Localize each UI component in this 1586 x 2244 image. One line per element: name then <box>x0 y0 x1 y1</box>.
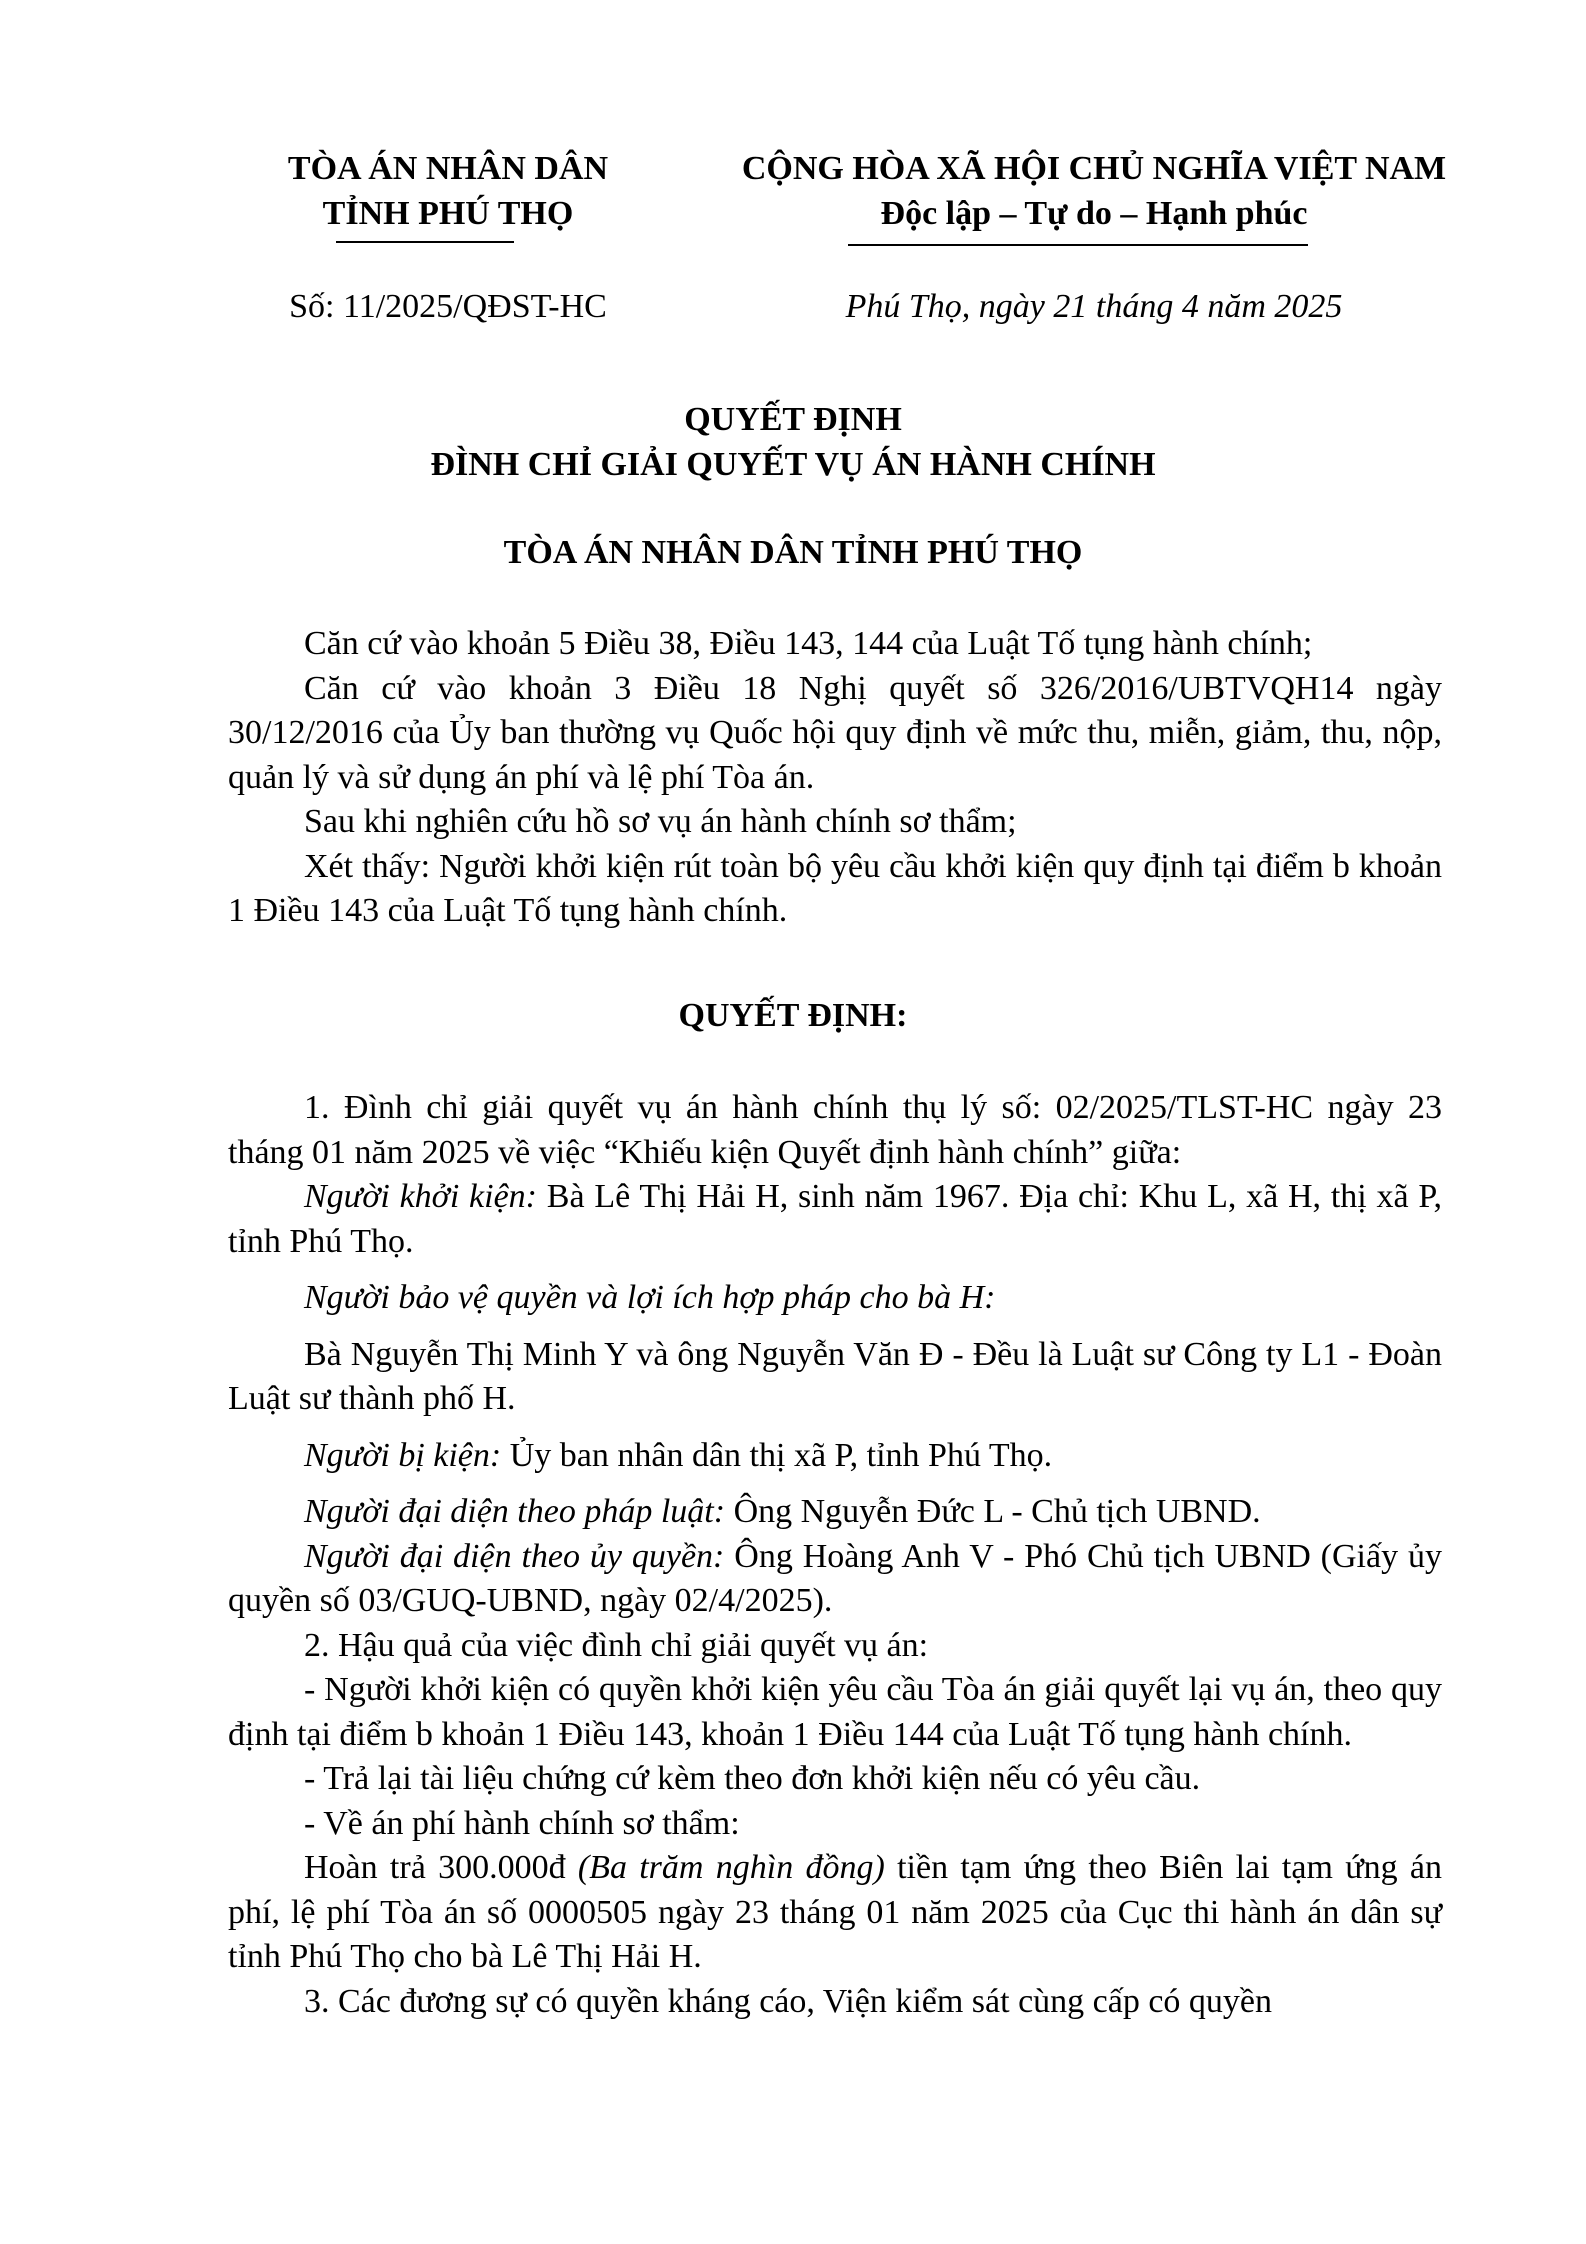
preamble-basis-1: Căn cứ vào khoản 5 Điều 38, Điều 143, 144 của Luật Tố tụng hành chính; <box>304 625 1313 662</box>
document-subtitle: ĐÌNH CHỈ GIẢI QUYẾT VỤ ÁN HÀNH CHÍNH <box>430 446 1156 483</box>
consequence-court-fee: - Về án phí hành chính sơ thẩm: <box>304 1804 740 1842</box>
preamble-review: Sau khi nghiên cứu hồ sơ vụ án hành chính sơ thẩm; <box>304 803 1017 840</box>
legal-rep-label: Người đại diện theo pháp luật: <box>304 1493 726 1530</box>
court-underline <box>336 241 514 243</box>
protector-value: Bà Nguyễn Thị Minh Y và ông Nguyễn Văn Đ - Đều là Luật sư Công ty L1 - Đoàn Luật sư thành phố H. <box>228 1335 1442 1417</box>
protector-label: Người bảo vệ quyền và lợi ích hợp pháp cho bà H: <box>304 1279 996 1316</box>
refund-amount-words: (Ba trăm nghìn đồng) <box>577 1849 885 1886</box>
defendant-value: Ủy ban nhân dân thị xã P, tỉnh Phú Thọ. <box>501 1436 1053 1474</box>
preamble-finding: Xét thấy: Người khởi kiện rút toàn bộ yêu cầu khởi kiện quy định tại điểm b khoản 1 Điều 143 của Luật Tố tụng hành chính. <box>228 847 1442 929</box>
decision-item-1: 1. Đình chỉ giải quyết vụ án hành chính thụ lý số: 02/2025/TLST-HC ngày 23 tháng 01 năm 2025 về việc “Khiếu kiện Quyết định hành chính” giữa: <box>228 1089 1442 1171</box>
issuing-court: TÒA ÁN NHÂN DÂN TỈNH PHÚ THỌ <box>503 534 1083 571</box>
legal-rep-line <box>228 1490 1442 1535</box>
auth-rep-line <box>228 1535 1442 1624</box>
consequence-return-docs: - Trả lại tài liệu chứng cứ kèm theo đơn khởi kiện nếu có yêu cầu. <box>304 1760 1201 1797</box>
refund-start: Hoàn trả 300.000đ <box>304 1849 578 1886</box>
place-date: Phú Thọ, ngày 21 tháng 4 năm 2025 <box>845 288 1343 325</box>
defendant-line <box>228 1434 1442 1479</box>
auth-rep-label: Người đại diện theo ủy quyền: <box>304 1537 725 1575</box>
court-name-line2: TỈNH PHÚ THỌ <box>322 195 574 232</box>
decision-heading: QUYẾT ĐỊNH: <box>678 997 908 1034</box>
nation-name: CỘNG HÒA XÃ HỘI CHỦ NGHĨA VIỆT NAM <box>741 150 1447 187</box>
defendant-label: Người bị kiện: <box>304 1436 502 1474</box>
decision-item-3: 3. Các đương sự có quyền kháng cáo, Viện kiểm sát cùng cấp có quyền <box>304 1982 1273 2020</box>
consequence-refile: - Người khởi kiện có quyền khởi kiện yêu cầu Tòa án giải quyết lại vụ án, theo quy định tại điểm b khoản 1 Điều 143, khoản 1 Điều 144 của Luật Tố tụng hành chính. <box>228 1671 1442 1753</box>
motto-underline <box>848 244 1308 246</box>
refund-line <box>228 1846 1442 1980</box>
refund-end: tiền tạm ứng theo Biên lai tạm ứng án phí, lệ phí Tòa án số 0000505 ngày 23 tháng 01 năm 2025 của Cục thi hành án dân sự tỉnh Phú Thọ cho bà Lê Thị Hải H. <box>228 1849 1442 1975</box>
auth-rep-value: Ông Hoàng Anh V - Phó Chủ tịch UBND (Giấy ủy quyền số 03/GUQ-UBND, ngày 02/4/2025). <box>228 1537 1442 1619</box>
decision-item-2: 2. Hậu quả của việc đình chỉ giải quyết vụ án: <box>304 1626 929 1664</box>
plaintiff-label: Người khởi kiện: <box>304 1178 538 1215</box>
nation-motto: Độc lập – Tự do – Hạnh phúc <box>880 195 1308 232</box>
decision-section <box>228 1086 1442 2024</box>
plaintiff-line <box>228 1175 1442 1264</box>
preamble-section <box>228 622 1442 934</box>
preamble-basis-2: Căn cứ vào khoản 3 Điều 18 Nghị quyết số 326/2016/UBTVQH14 ngày 30/12/2016 của Ủy ban thường vụ Quốc hội quy định về mức thu, miễn, giảm, thu, nộp, quản lý và sử dụng án phí và lệ phí Tòa án. <box>228 669 1442 796</box>
plaintiff-value: Bà Lê Thị Hải H, sinh năm 1967. Địa chỉ: Khu L, xã H, thị xã P, tỉnh Phú Thọ. <box>228 1178 1442 1260</box>
decision-number: Số: 11/2025/QĐST-HC <box>289 288 607 325</box>
document-title: QUYẾT ĐỊNH <box>684 401 902 438</box>
legal-rep-value: Ông Nguyễn Đức L - Chủ tịch UBND. <box>725 1493 1261 1530</box>
court-name-line1: TÒA ÁN NHÂN DÂN <box>287 150 609 187</box>
